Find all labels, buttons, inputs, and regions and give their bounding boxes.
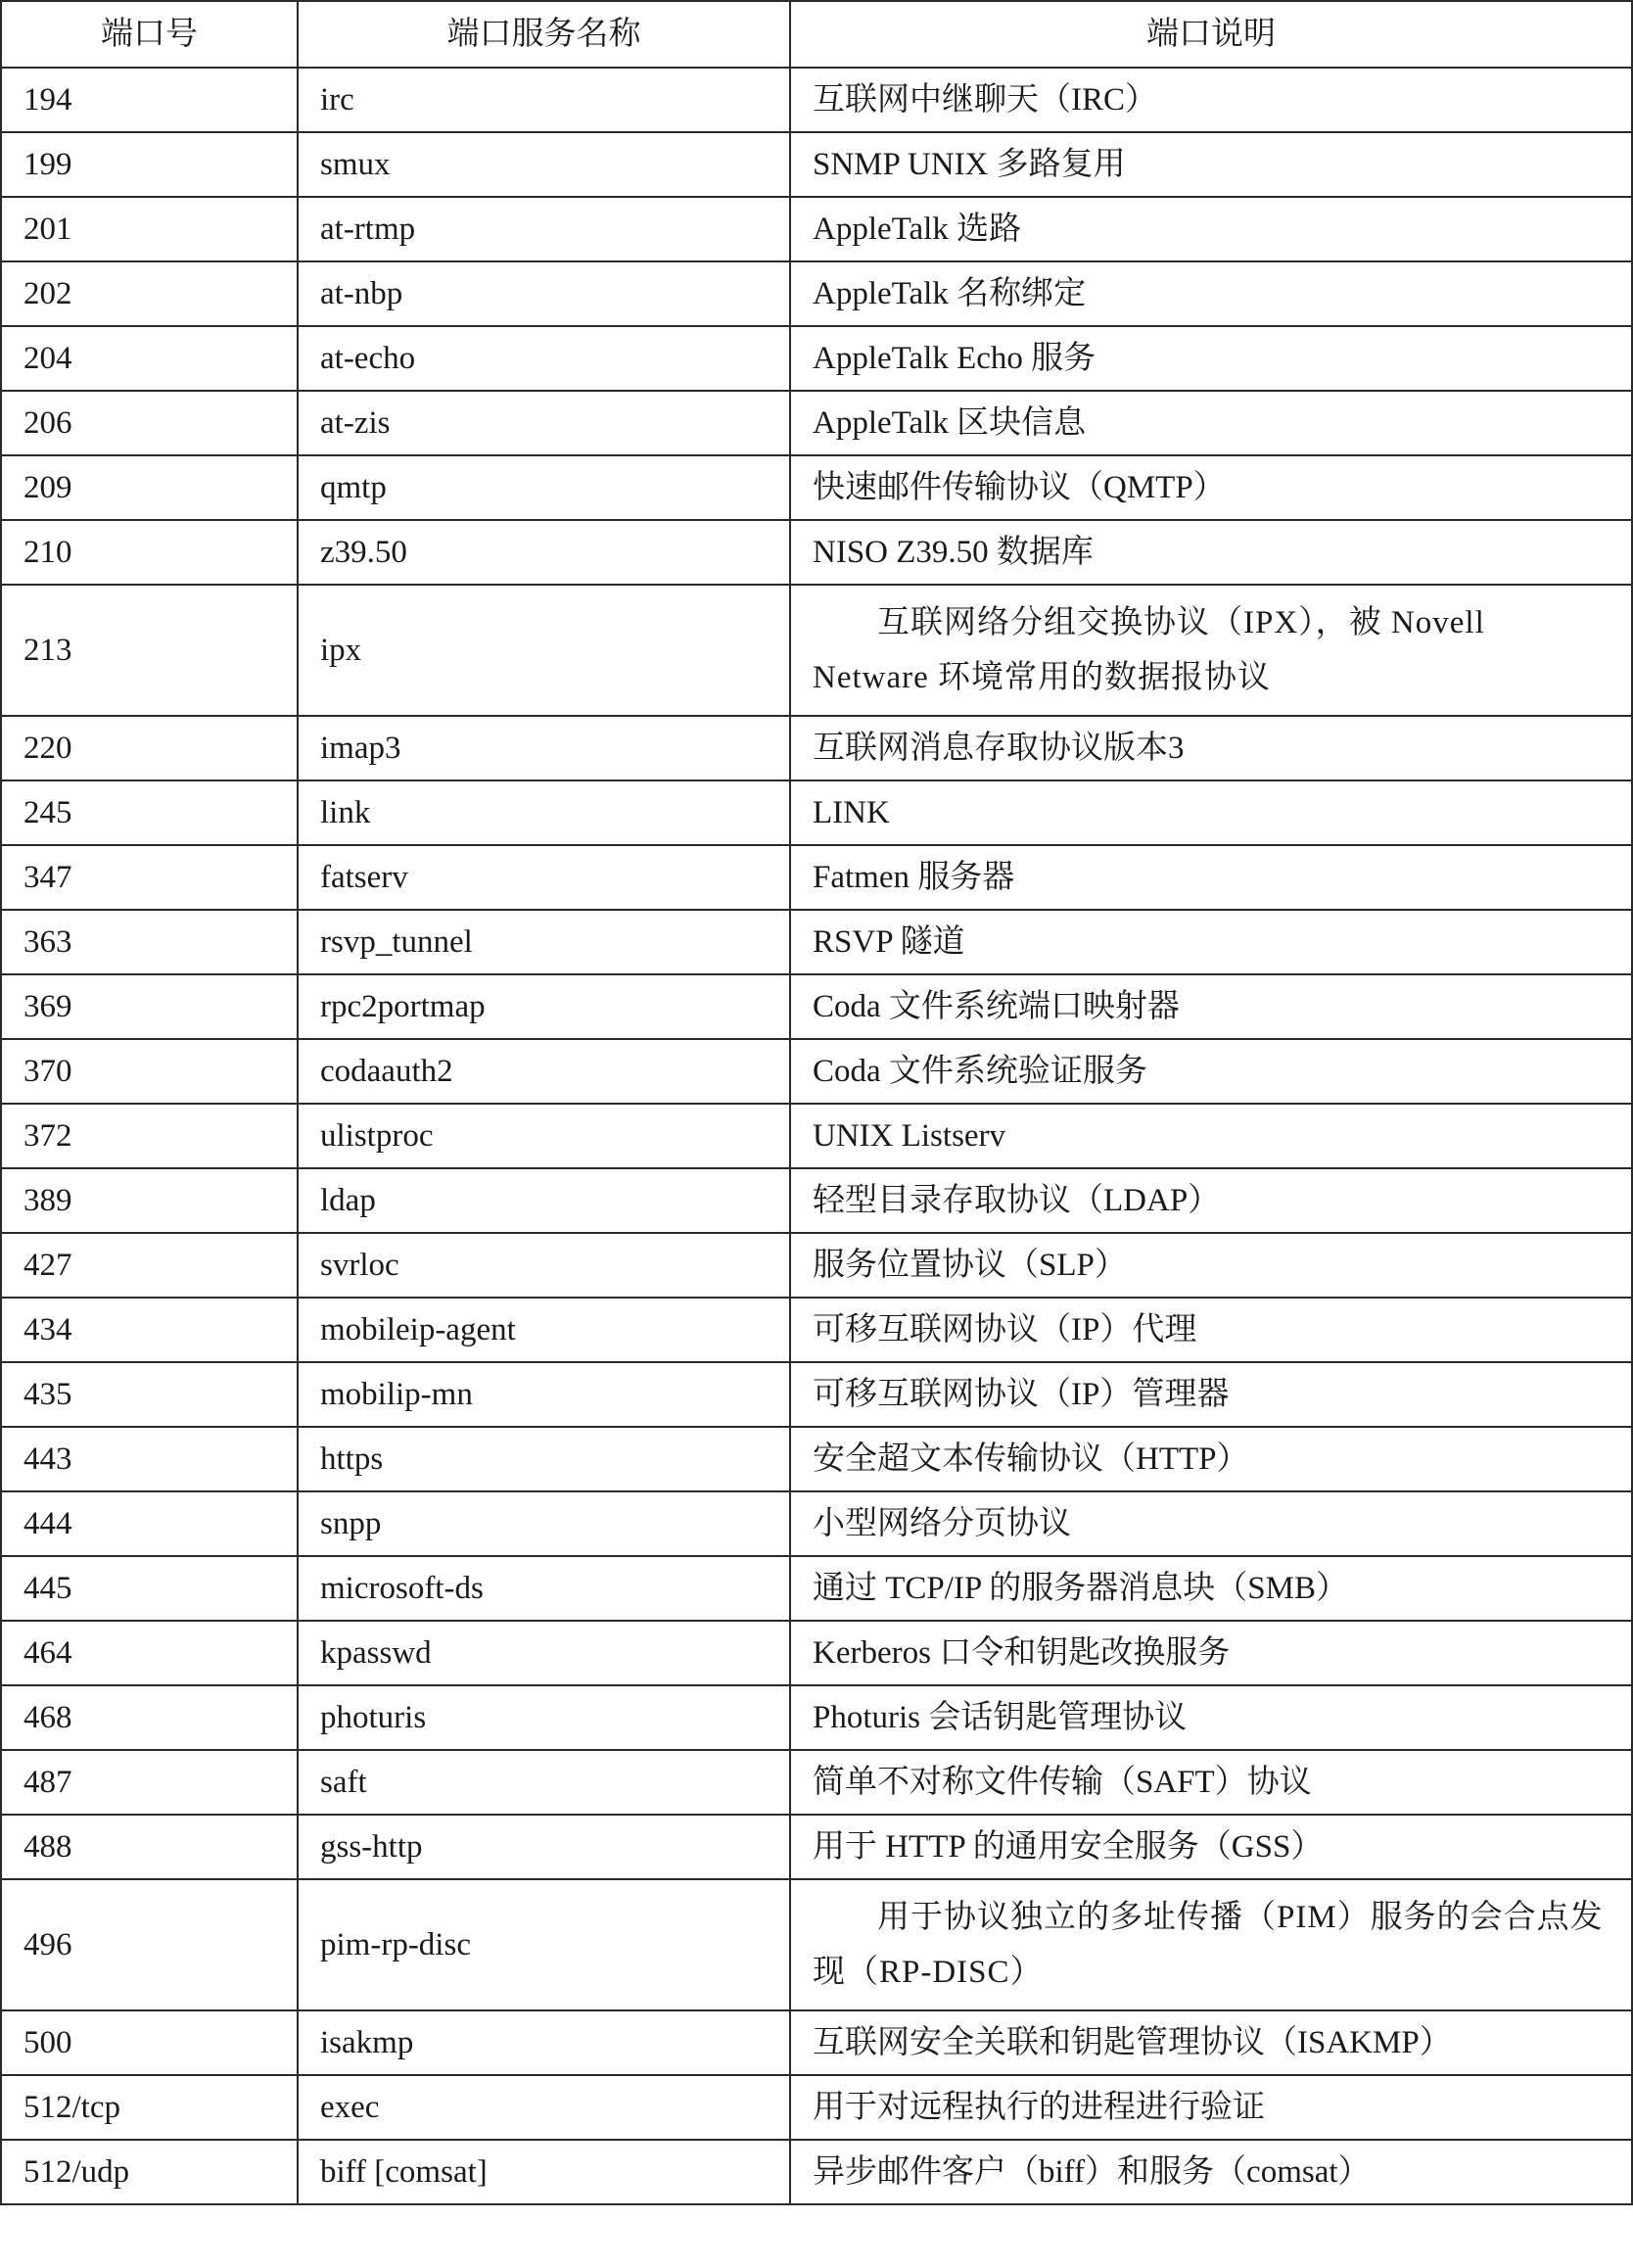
table-row [1,1233,1632,1298]
service-cell: link [298,780,790,845]
service-cell: https [298,1427,790,1491]
service-cell: at-nbp [298,261,790,326]
port-cell: 427 [1,1233,298,1298]
desc-cell: 互联网络分组交换协议（IPX），被 Novell Netware 环境常用的数据报协议 [790,585,1632,716]
desc-cell: 用于对远程执行的进程进行验证 [790,2075,1632,2140]
port-cell: 488 [1,1815,298,1879]
port-cell: 500 [1,2010,298,2075]
table-row [1,1621,1632,1685]
table-header-row [1,1,1632,68]
port-cell: 389 [1,1168,298,1233]
port-cell: 347 [1,845,298,910]
service-cell: ldap [298,1168,790,1233]
service-cell: smux [298,132,790,197]
table-row [1,261,1632,326]
port-cell: 487 [1,1750,298,1815]
desc-cell: AppleTalk 选路 [790,197,1632,261]
port-cell: 202 [1,261,298,326]
desc-cell: UNIX Listserv [790,1104,1632,1168]
table-row [1,1039,1632,1104]
table-row [1,197,1632,261]
port-cell: 512/tcp [1,2075,298,2140]
table-row [1,1168,1632,1233]
port-cell: 194 [1,68,298,132]
service-cell: pim-rp-disc [298,1879,790,2010]
port-cell: 220 [1,716,298,780]
service-cell: ulistproc [298,1104,790,1168]
desc-cell: Fatmen 服务器 [790,845,1632,910]
table-row [1,1362,1632,1427]
service-cell: microsoft-ds [298,1556,790,1621]
port-cell: 213 [1,585,298,716]
port-cell: 370 [1,1039,298,1104]
service-cell: z39.50 [298,520,790,585]
service-cell: irc [298,68,790,132]
header-desc: 端口说明 [790,1,1632,68]
desc-cell: AppleTalk Echo 服务 [790,326,1632,391]
desc-cell: SNMP UNIX 多路复用 [790,132,1632,197]
port-cell: 201 [1,197,298,261]
desc-cell: 安全超文本传输协议（HTTP） [790,1427,1632,1491]
desc-cell: 用于 HTTP 的通用安全服务（GSS） [790,1815,1632,1879]
service-cell: rsvp_tunnel [298,910,790,974]
service-cell: exec [298,2075,790,2140]
port-cell: 434 [1,1298,298,1362]
port-cell: 209 [1,455,298,520]
port-cell: 512/udp [1,2140,298,2204]
table-row [1,1427,1632,1491]
service-cell: at-zis [298,391,790,455]
table-row [1,1298,1632,1362]
desc-cell: 服务位置协议（SLP） [790,1233,1632,1298]
service-cell: codaauth2 [298,1039,790,1104]
service-cell: at-rtmp [298,197,790,261]
desc-cell: AppleTalk 区块信息 [790,391,1632,455]
desc-cell: RSVP 隧道 [790,910,1632,974]
table-row [1,520,1632,585]
service-cell: imap3 [298,716,790,780]
header-port: 端口号 [1,1,298,68]
table-row [1,716,1632,780]
port-cell: 496 [1,1879,298,2010]
service-cell: photuris [298,1685,790,1750]
table-row [1,585,1632,716]
table-row [1,1815,1632,1879]
desc-cell: Photuris 会话钥匙管理协议 [790,1685,1632,1750]
table-row [1,2140,1632,2204]
service-cell: ipx [298,585,790,716]
desc-cell: 小型网络分页协议 [790,1491,1632,1556]
desc-cell: 可移互联网协议（IP）管理器 [790,1362,1632,1427]
service-cell: gss-http [298,1815,790,1879]
desc-cell: NISO Z39.50 数据库 [790,520,1632,585]
port-cell: 199 [1,132,298,197]
table-row [1,1685,1632,1750]
port-cell: 210 [1,520,298,585]
table-row [1,455,1632,520]
header-service: 端口服务名称 [298,1,790,68]
service-cell: mobilip-mn [298,1362,790,1427]
port-cell: 464 [1,1621,298,1685]
port-cell: 444 [1,1491,298,1556]
table-row [1,1491,1632,1556]
desc-cell: Coda 文件系统端口映射器 [790,974,1632,1039]
port-cell: 245 [1,780,298,845]
service-cell: snpp [298,1491,790,1556]
desc-cell: 互联网中继聊天（IRC） [790,68,1632,132]
table-row [1,910,1632,974]
port-cell: 435 [1,1362,298,1427]
port-cell: 369 [1,974,298,1039]
desc-cell: 异步邮件客户（biff）和服务（comsat） [790,2140,1632,2204]
table-row [1,845,1632,910]
service-cell: fatserv [298,845,790,910]
service-cell: rpc2portmap [298,974,790,1039]
port-cell: 372 [1,1104,298,1168]
table-row [1,391,1632,455]
desc-cell: 互联网消息存取协议版本3 [790,716,1632,780]
service-cell: at-echo [298,326,790,391]
service-cell: mobileip-agent [298,1298,790,1362]
table-row [1,1879,1632,2010]
table-row [1,1750,1632,1815]
table-row [1,68,1632,132]
port-cell: 363 [1,910,298,974]
desc-cell: 轻型目录存取协议（LDAP） [790,1168,1632,1233]
service-cell: biff [comsat] [298,2140,790,2204]
table-row [1,326,1632,391]
desc-cell: 快速邮件传输协议（QMTP） [790,455,1632,520]
port-cell: 443 [1,1427,298,1491]
desc-cell: 可移互联网协议（IP）代理 [790,1298,1632,1362]
desc-cell: LINK [790,780,1632,845]
table-row [1,974,1632,1039]
service-cell: qmtp [298,455,790,520]
port-cell: 206 [1,391,298,455]
desc-cell: 通过 TCP/IP 的服务器消息块（SMB） [790,1556,1632,1621]
table-row [1,2075,1632,2140]
desc-cell: 互联网安全关联和钥匙管理协议（ISAKMP） [790,2010,1632,2075]
port-cell: 468 [1,1685,298,1750]
desc-cell: Coda 文件系统验证服务 [790,1039,1632,1104]
table-row [1,780,1632,845]
service-cell: saft [298,1750,790,1815]
table-row [1,2010,1632,2075]
desc-cell: 简单不对称文件传输（SAFT）协议 [790,1750,1632,1815]
port-cell: 445 [1,1556,298,1621]
port-cell: 204 [1,326,298,391]
desc-cell: AppleTalk 名称绑定 [790,261,1632,326]
service-cell: kpasswd [298,1621,790,1685]
table-row [1,1104,1632,1168]
service-cell: isakmp [298,2010,790,2075]
service-cell: svrloc [298,1233,790,1298]
table-row [1,1556,1632,1621]
desc-cell: Kerberos 口令和钥匙改换服务 [790,1621,1632,1685]
table-row [1,132,1632,197]
desc-cell: 用于协议独立的多址传播（PIM）服务的会合点发现（RP-DISC） [790,1879,1632,2010]
